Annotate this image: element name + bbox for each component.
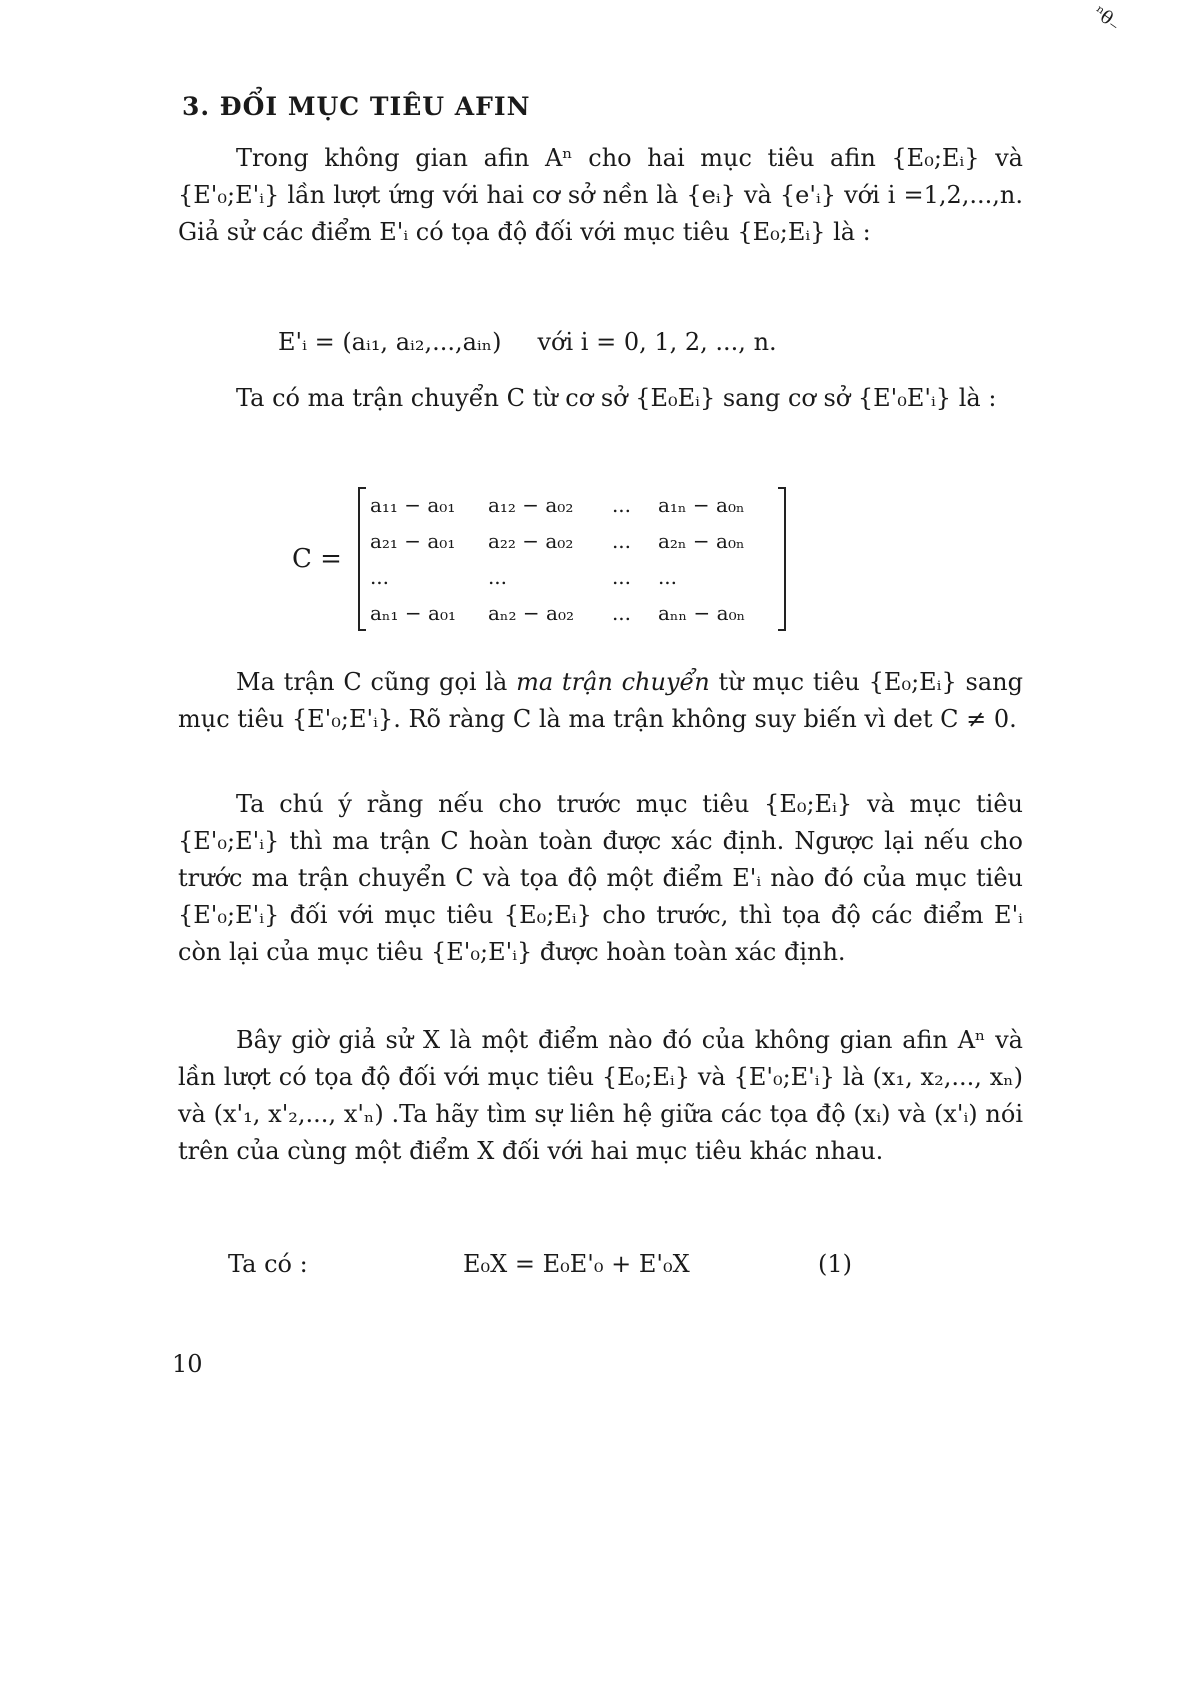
transition-matrix xyxy=(292,487,786,631)
paragraph-text: Ma trận C cũng gọi là xyxy=(236,668,517,696)
section-title: 3. ĐỔI MỤC TIÊU AFIN xyxy=(182,92,531,121)
equation-rhs: với i = 0, 1, 2, ..., n. xyxy=(537,328,777,356)
emphasis-term: ma trận chuyển xyxy=(516,668,710,696)
equation-point-coordinates xyxy=(278,328,777,356)
matrix-cell: ... xyxy=(369,565,390,589)
equation-lhs: E'ᵢ = (aᵢ₁, aᵢ₂,...,aᵢₙ) xyxy=(278,328,502,356)
matrix-cell: a₁₂ − a₀₂ xyxy=(487,493,574,517)
matrix-cell: a₂ₙ − a₀ₙ xyxy=(657,529,745,553)
page-number: 10 xyxy=(172,1350,203,1378)
equation-1-number: (1) xyxy=(818,1250,852,1278)
matrix-cell: a₂₁ − a₀₁ xyxy=(369,529,456,553)
equation-1-expression: E₀X = E₀E'₀ + E'₀X xyxy=(463,1250,690,1278)
matrix-cell: ... xyxy=(657,565,678,589)
paragraph-coordinates: Bây giờ giả sử X là một điểm nào đó của không gian afin Aⁿ và lần lượt có tọa độ đối với mục tiêu {E₀;Eᵢ} và {E'₀;E'ᵢ} là (x₁, x₂,..., xₙ) và (x'₁, x'₂,..., x'ₙ) .Ta hãy tìm sự liên hệ giữa các tọa độ (xᵢ) và (x'ᵢ) nói trên của cùng một điểm X đối với hai mục tiêu khác nhau. xyxy=(178,1026,1023,1165)
equation-1-label: Ta có : xyxy=(228,1250,308,1278)
matrix-cell: ... xyxy=(487,565,508,589)
equation-1 xyxy=(228,1250,868,1278)
matrix-cell: a₂₂ − a₀₂ xyxy=(487,529,574,553)
matrix-grid xyxy=(358,487,786,631)
matrix-cell: ... xyxy=(611,601,632,625)
paragraph-remark: Ta chú ý rằng nếu cho trước mục tiêu {E₀;Eᵢ} và mục tiêu {E'₀;E'ᵢ} thì ma trận C hoàn toàn được xác định. Ngược lại nếu cho trước ma trận chuyển C và tọa độ một điểm E'ᵢ nào đó của mục tiêu {E'₀;E'ᵢ} đối với mục tiêu {E₀;Eᵢ} cho trước, thì tọa độ các điểm E'ᵢ còn lại của mục tiêu {E'₀;E'ᵢ} được hoàn toàn xác định. xyxy=(178,790,1023,966)
matrix-cell: ... xyxy=(611,529,632,553)
matrix-cell: a₁₁ − a₀₁ xyxy=(369,493,456,517)
paragraph-intro: Trong không gian afin Aⁿ cho hai mục tiêu afin {E₀;Eᵢ} và {E'₀;E'ᵢ} lần lượt ứng với hai cơ sở nền là {eᵢ} và {e'ᵢ} với i =1,2,...,n. Giả sử các điểm E'ᵢ có tọa độ đối với mục tiêu {E₀;Eᵢ} là : xyxy=(178,144,1023,246)
paragraph-text: từ mục tiêu {E₀;Eᵢ} sang mục tiêu {E'₀;E'ᵢ}. Rõ ràng C là ma trận không suy biến vì det C ≠ 0. xyxy=(178,668,1024,733)
matrix-cell: ... xyxy=(611,493,632,517)
matrix-label: C = xyxy=(292,544,342,574)
paragraph-transition-matrix: Ta có ma trận chuyển C từ cơ sở {E₀Eᵢ} sang cơ sở {E'₀E'ᵢ} là : xyxy=(236,384,997,412)
matrix-cell: a₁ₙ − a₀ₙ xyxy=(657,493,745,517)
corner-scan-mark: ⁿθ₋ xyxy=(1089,1,1125,36)
matrix-cell: aₙ₂ − a₀₂ xyxy=(487,601,574,625)
paragraph-matrix-definition xyxy=(178,664,1023,738)
matrix-cell: aₙₙ − a₀ₙ xyxy=(657,601,746,625)
matrix-cell: aₙ₁ − a₀₁ xyxy=(369,601,456,625)
matrix-cell: ... xyxy=(611,565,632,589)
